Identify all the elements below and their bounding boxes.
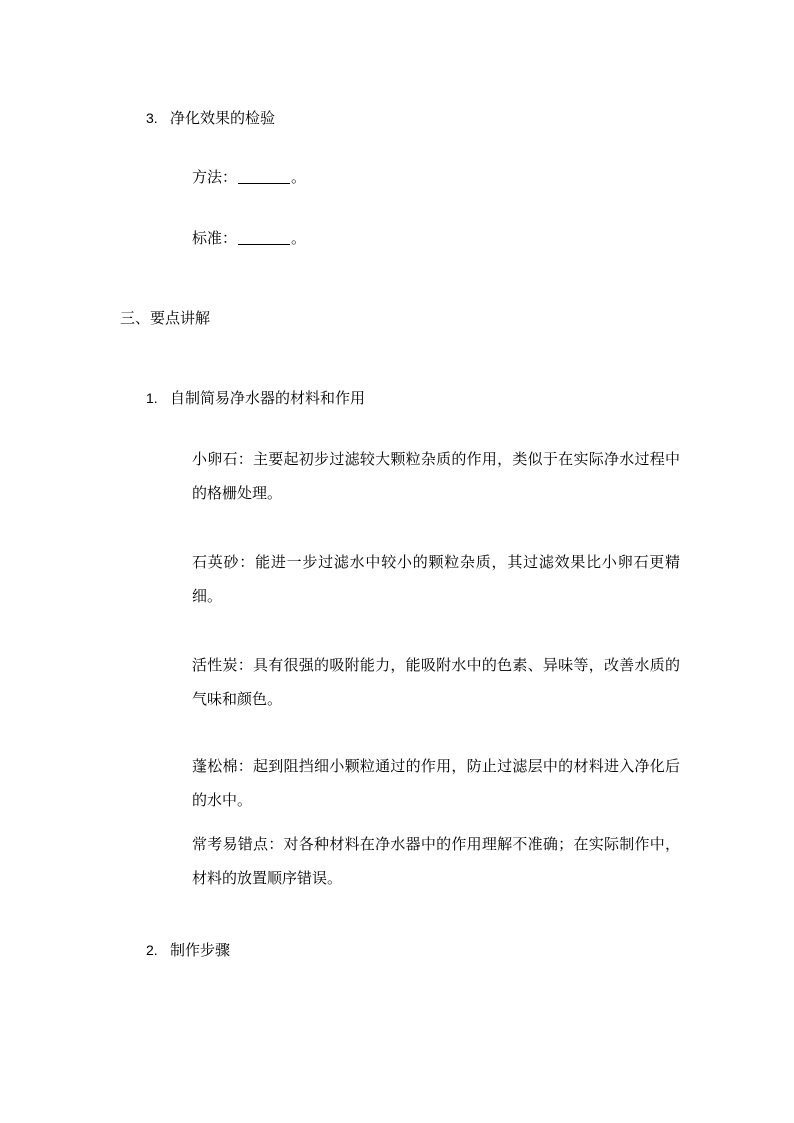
item-1-heading (146, 388, 365, 408)
paragraph-common-mistakes: 常考易错点：对各种材料在净水器中的作用理解不准确；在实际制作中，材料的放置顺序错误。 (192, 835, 680, 887)
item-2-heading (146, 940, 230, 960)
standard-period: 。 (291, 229, 307, 247)
section-number: 3. (146, 110, 158, 126)
section-3-heading (146, 108, 275, 128)
method-label: 方法： (192, 168, 238, 186)
standard-blank (238, 230, 290, 245)
method-line (192, 167, 306, 187)
item-number: 2. (146, 942, 158, 958)
method-period: 。 (291, 168, 307, 186)
section-title: 净化效果的检验 (170, 109, 276, 127)
standard-label: 标准： (192, 229, 238, 247)
part-3-heading: 三、要点讲解 (120, 309, 211, 327)
paragraph-quartz-sand: 石英砂：能进一步过滤水中较小的颗粒杂质，其过滤效果比小卵石更精细。 (192, 553, 680, 605)
standard-line (192, 228, 306, 248)
method-blank (238, 169, 290, 184)
item-title: 自制简易净水器的材料和作用 (170, 389, 366, 407)
paragraph-pebbles: 小卵石：主要起初步过滤较大颗粒杂质的作用，类似于在实际净水过程中的格栅处理。 (192, 450, 680, 502)
paragraph-fluffy-cotton: 蓬松棉：起到阻挡细小颗粒通过的作用，防止过滤层中的材料进入净化后的水中。 (192, 757, 680, 809)
item-number: 1. (146, 390, 158, 406)
paragraph-activated-carbon: 活性炭：具有很强的吸附能力，能吸附水中的色素、异味等，改善水质的气味和颜色。 (192, 656, 680, 708)
item-title: 制作步骤 (170, 941, 231, 959)
